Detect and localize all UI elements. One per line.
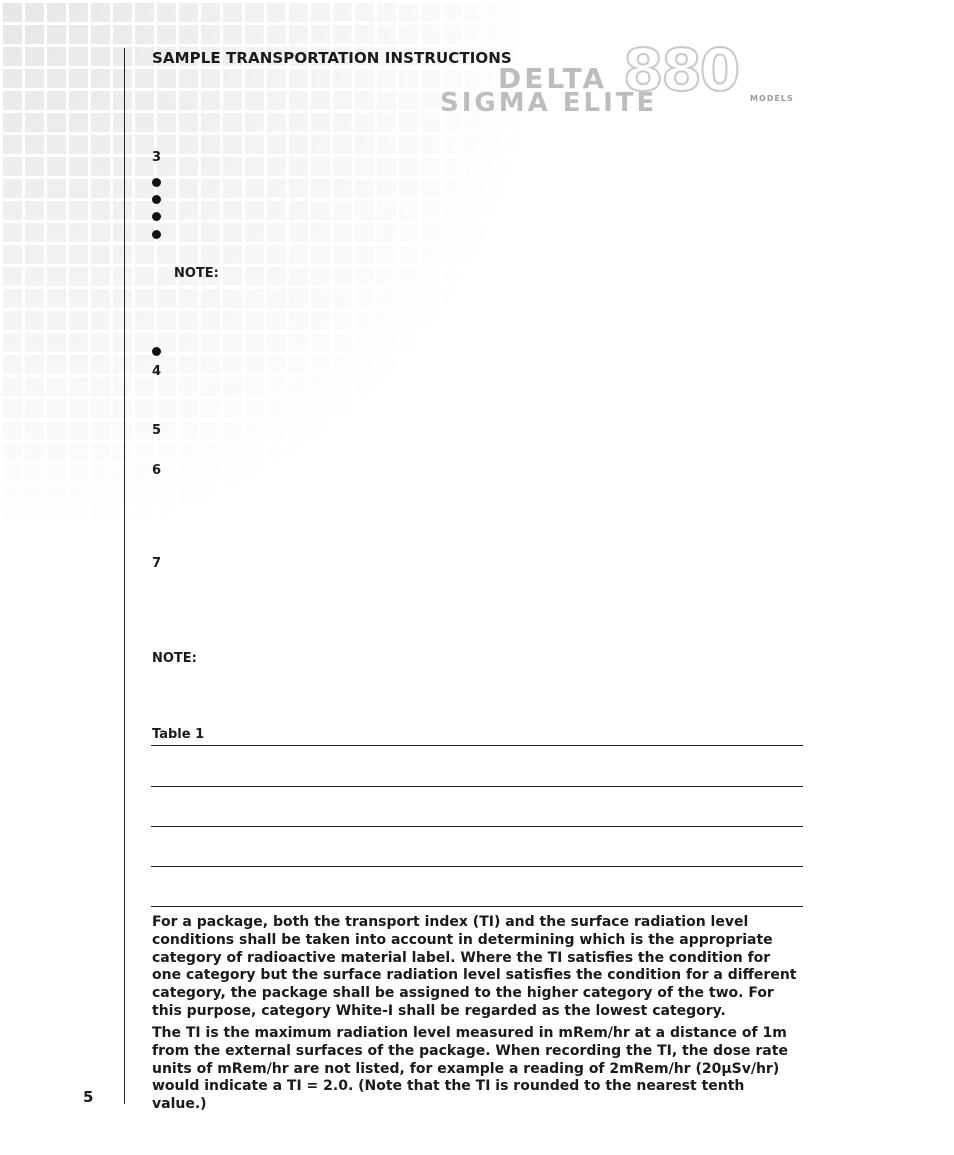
logo-suffix: MODELS	[750, 94, 794, 103]
page-header-title: SAMPLE TRANSPORTATION INSTRUCTIONS	[152, 49, 512, 67]
bullet	[152, 230, 161, 239]
note-label: NOTE:	[174, 266, 219, 281]
step-number: 6	[152, 463, 162, 478]
paragraph-ti-definition: The TI is the maximum radiation level measured in mRem/hr at a distance of 1m from the external surfaces of the package. When recording the TI, the dose rate units of mRem/hr are not listed, for example a reading of 2mRem/hr (20µSv/hr) would indicate a TI = 2.0. (Note that the TI is rounded to the nearest tenth value.)	[152, 1025, 788, 1113]
logo-line2: SIGMA ELITE	[440, 88, 658, 118]
product-logo	[440, 46, 810, 118]
logo-line1: DELTA	[498, 62, 608, 95]
bullet	[152, 347, 161, 356]
step-number: 4	[152, 364, 162, 379]
margin-rule	[124, 48, 125, 1104]
step-number: 3	[152, 150, 162, 165]
table-rule	[151, 786, 803, 787]
paragraph-category-rules: For a package, both the transport index (TI) and the surface radiation level conditions shall be taken into account in determining which is the appropriate category of radioactive material label. Where the TI satisfies the condition for one category but the surface radiation level satisfies the condition for a different category, the package shall be assigned to the higher category of the two. For this purpose, category White-I shall be regarded as the lowest category.	[152, 914, 797, 1019]
logo-number: 880	[623, 46, 739, 104]
step-number: 7	[152, 556, 162, 571]
bullet	[152, 178, 161, 187]
table-rule	[151, 866, 803, 867]
step-number: 5	[152, 423, 162, 438]
note-label: NOTE:	[152, 651, 197, 666]
bullet	[152, 212, 161, 221]
table-rule	[151, 826, 803, 827]
page-number: 5	[83, 1088, 94, 1106]
bullet	[152, 195, 161, 204]
table-rule	[151, 906, 803, 907]
table-caption: Table 1	[152, 727, 205, 742]
table-rule	[151, 745, 803, 746]
